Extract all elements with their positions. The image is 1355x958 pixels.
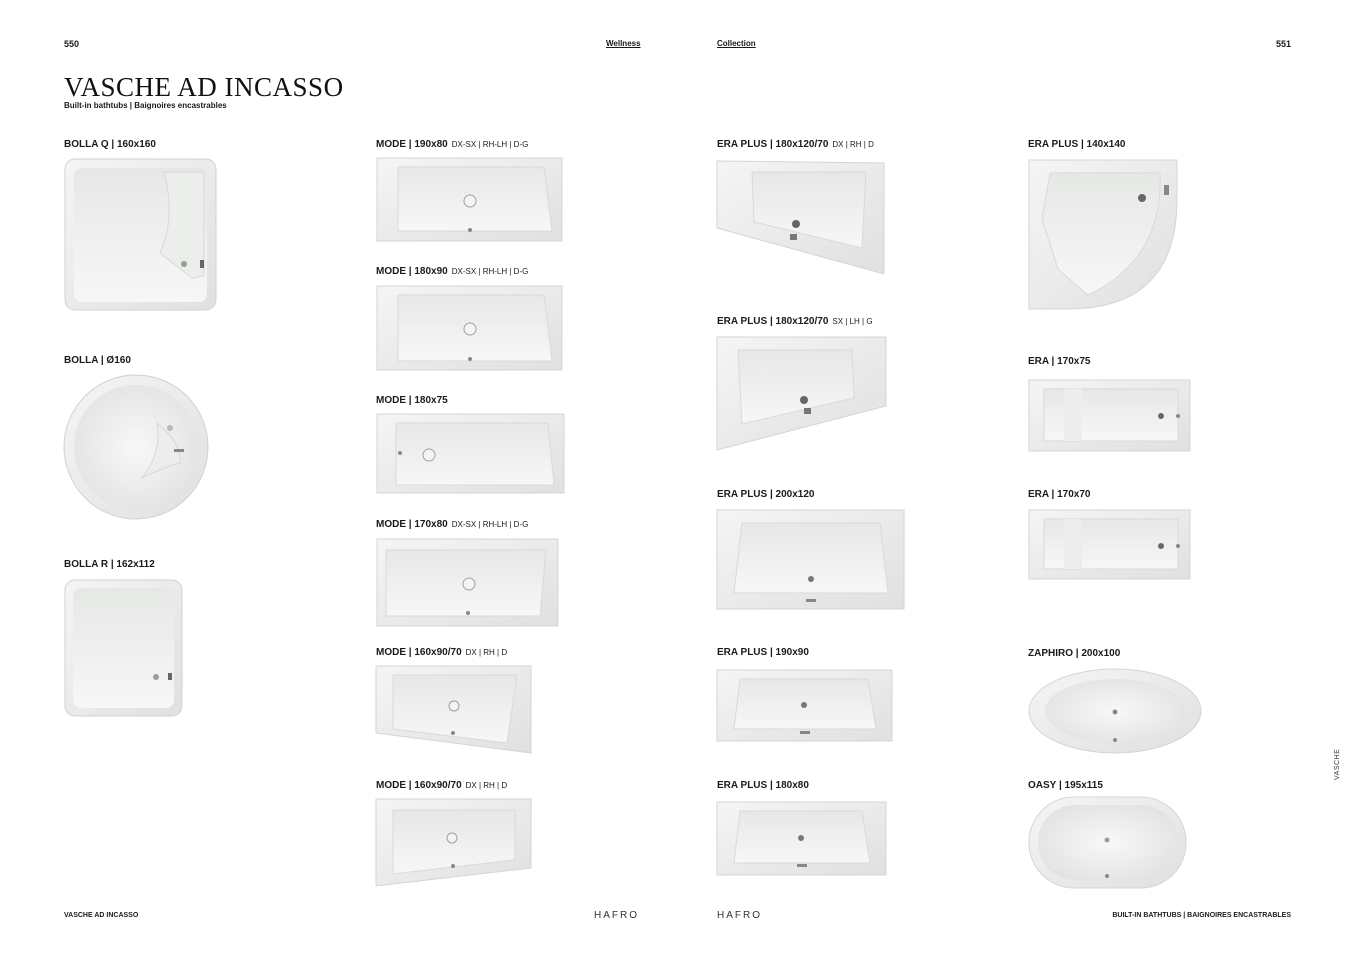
brand-logo-right: HAFRO — [717, 910, 762, 921]
product-name: ERA PLUS | 180x80 — [717, 780, 809, 791]
product-label-era-plus-180x80 — [717, 780, 809, 791]
product-name: ERA PLUS | 190x90 — [717, 647, 809, 658]
page-number-right: 551 — [1276, 39, 1292, 49]
bathtub-image-mode-170x80 — [376, 538, 560, 628]
product-label-mode-160x90-70-a — [376, 647, 507, 658]
brand-logo-left: HAFRO — [594, 910, 639, 921]
product-name: MODE | 180x90 — [376, 266, 448, 277]
bathtub-image-era-plus-180x120-70-sx — [716, 336, 888, 452]
bathtub-image-bolla — [62, 373, 210, 521]
bathtub-image-era-170x75 — [1028, 379, 1192, 453]
product-label-era-170x70 — [1028, 489, 1090, 500]
bathtub-image-bolla-r — [64, 579, 184, 719]
bathtub-image-mode-160x90-70-b — [375, 798, 533, 888]
product-name: MODE | 170x80 — [376, 519, 448, 530]
bathtub-image-mode-190x80 — [376, 157, 564, 243]
product-name: MODE | 180x75 — [376, 395, 448, 406]
product-name: BOLLA Q | 160x160 — [64, 139, 156, 150]
bathtub-image-bolla-q — [64, 158, 218, 312]
bathtub-image-era-170x70 — [1028, 509, 1192, 581]
product-label-oasy-195x115 — [1028, 780, 1103, 791]
bathtub-image-era-plus-190x90 — [716, 669, 894, 743]
product-variants: SX | LH | G — [832, 317, 873, 326]
product-name: ERA PLUS | 140x140 — [1028, 139, 1126, 150]
product-variants: DX-SX | RH-LH | D-G — [451, 267, 529, 276]
product-name: ERA | 170x75 — [1028, 356, 1091, 367]
product-label-era-170x75 — [1028, 356, 1090, 367]
product-label-mode-190x80 — [376, 139, 528, 150]
product-label-bolla — [64, 355, 131, 366]
bathtub-image-mode-160x90-70-a — [375, 665, 533, 755]
footer-left-label: VASCHE AD INCASSO — [64, 912, 139, 919]
product-label-era-plus-180x120-70-dx — [717, 139, 874, 150]
page-subtitle: Built-in bathtubs | Baignoires encastrables — [64, 101, 227, 110]
product-name: ERA PLUS | 200x120 — [717, 489, 815, 500]
product-label-mode-170x80 — [376, 519, 528, 530]
page-title: VASCHE AD INCASSO — [64, 72, 344, 102]
product-variants: DX-SX | RH-LH | D-G — [451, 520, 529, 529]
nav-wellness-link[interactable]: Wellness — [606, 39, 641, 48]
bathtub-image-mode-180x75 — [376, 413, 566, 495]
bathtub-image-zaphiro-200x100 — [1028, 668, 1204, 754]
side-section-label: VASCHE — [1334, 748, 1341, 780]
product-name: ZAPHIRO | 200x100 — [1028, 648, 1121, 659]
product-label-era-plus-200x120 — [717, 489, 814, 500]
bathtub-image-era-plus-200x120 — [716, 509, 906, 611]
product-label-mode-180x75 — [376, 395, 448, 406]
product-name: ERA | 170x70 — [1028, 489, 1091, 500]
product-name: MODE | 160x90/70 — [376, 780, 462, 791]
product-name: BOLLA | Ø160 — [64, 355, 131, 366]
product-variants: DX | RH | D — [465, 781, 508, 790]
nav-collection-link[interactable]: Collection — [717, 39, 756, 48]
product-name: MODE | 160x90/70 — [376, 647, 462, 658]
product-name: OASY | 195x115 — [1028, 780, 1103, 791]
product-name: BOLLA R | 162x112 — [64, 559, 155, 570]
product-name: MODE | 190x80 — [376, 139, 448, 150]
bathtub-image-oasy-195x115 — [1028, 796, 1188, 890]
product-label-mode-160x90-70-b — [376, 780, 507, 791]
page-number-left: 550 — [64, 39, 80, 49]
product-variants: DX | RH | D — [832, 140, 874, 149]
footer-right-label: BUILT-IN BATHTUBS | BAIGNOIRES ENCASTRABLES — [1112, 912, 1291, 919]
bathtub-image-era-plus-180x80 — [716, 801, 888, 877]
product-label-bolla-r — [64, 559, 155, 570]
product-label-era-plus-140x140 — [1028, 139, 1125, 150]
product-variants: DX-SX | RH-LH | D-G — [451, 140, 529, 149]
product-name: ERA PLUS | 180x120/70 — [717, 139, 829, 150]
product-name: ERA PLUS | 180x120/70 — [717, 316, 829, 327]
product-label-era-plus-190x90 — [717, 647, 809, 658]
product-label-era-plus-180x120-70-sx — [717, 316, 873, 327]
product-label-bolla-q — [64, 139, 156, 150]
product-variants: DX | RH | D — [465, 648, 508, 657]
bathtub-image-era-plus-180x120-70-dx — [716, 160, 886, 276]
product-label-zaphiro-200x100 — [1028, 648, 1120, 659]
product-label-mode-180x90 — [376, 266, 528, 277]
bathtub-image-era-plus-140x140 — [1028, 159, 1180, 311]
bathtub-image-mode-180x90 — [376, 285, 564, 372]
